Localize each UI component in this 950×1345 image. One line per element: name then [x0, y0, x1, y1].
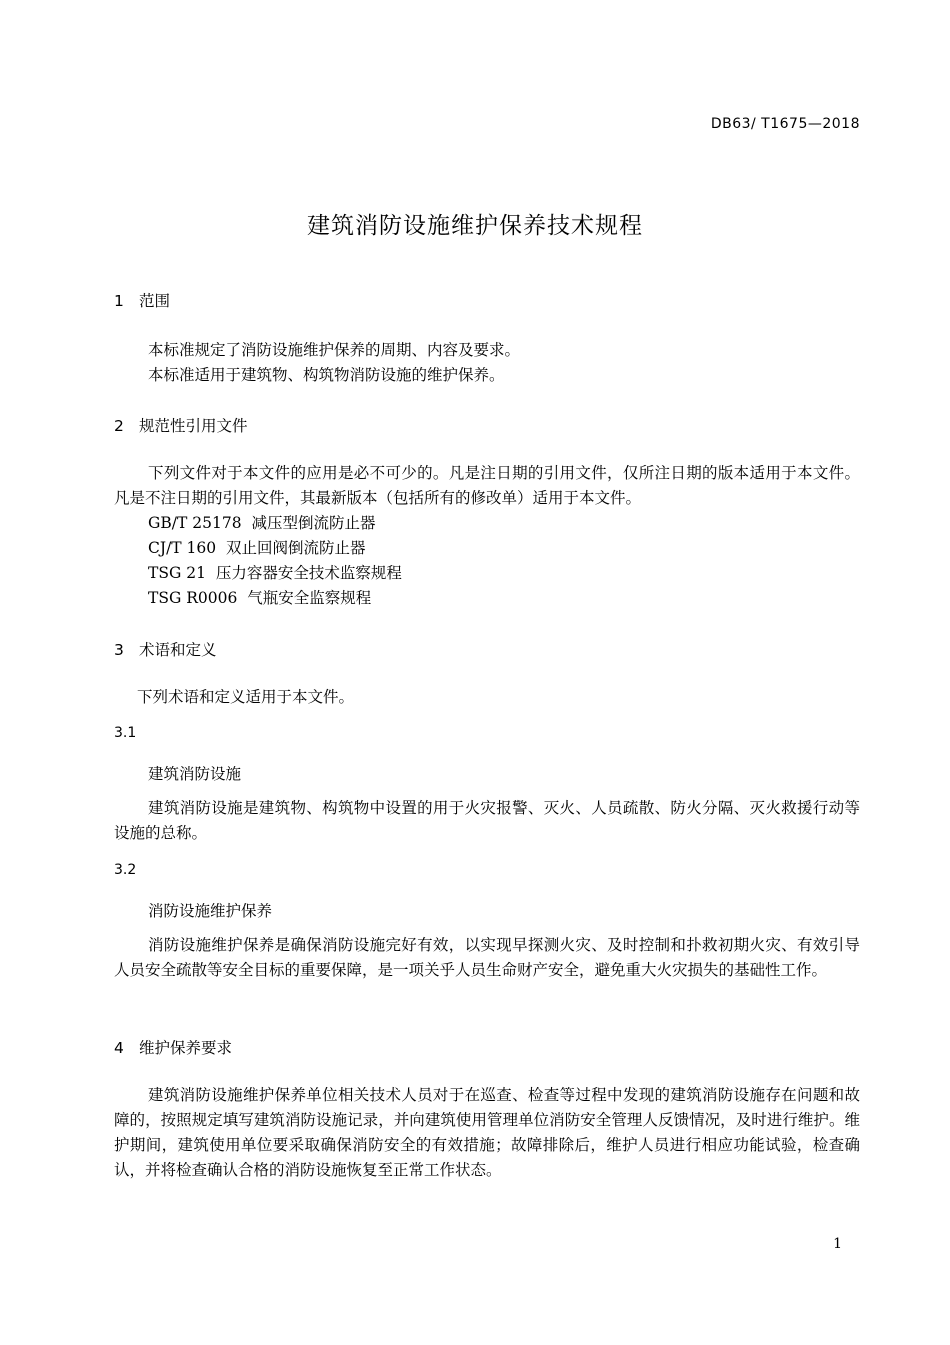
- section-number: 3: [114, 641, 124, 659]
- section-title: 范围: [139, 292, 171, 310]
- reference-title: 气瓶安全监察规程: [247, 589, 372, 607]
- term-definition: 建筑消防设施是建筑物、构筑物中设置的用于火灾报警、灭火、人员疏散、防火分隔、灭火救援行动等设施的总称。: [114, 799, 860, 842]
- section-heading-scope: [114, 289, 170, 311]
- reference-title: 压力容器安全技术监察规程: [215, 564, 402, 582]
- references-intro-paragraph: 下列文件对于本文件的应用是必不可少的。凡是注日期的引用文件，仅所注日期的版本适用于本文件。凡是不注日期的引用文件，其最新版本（包括所有的修改单）适用于本文件。: [114, 464, 860, 507]
- scope-paragraph-2: 本标准适用于建筑物、构筑物消防设施的维护保养。: [148, 366, 505, 384]
- section-heading-maintenance-requirements: [114, 1036, 232, 1058]
- terms-intro-paragraph: 下列术语和定义适用于本文件。: [137, 688, 355, 706]
- section-title: 维护保养要求: [139, 1039, 233, 1057]
- page-number: 1: [833, 1236, 842, 1252]
- reference-title: 减压型倒流防止器: [251, 514, 376, 532]
- reference-code: GB/T 25178: [148, 514, 242, 532]
- section-heading-normative-references: [114, 414, 248, 436]
- clause-number: 3.2: [114, 862, 137, 878]
- term-heading: 建筑消防设施: [148, 765, 242, 783]
- term-definition: 消防设施维护保养是确保消防设施完好有效，以实现早探测火灾、及时控制和扑救初期火灾、有效引导人员安全疏散等安全目标的重要保障，是一项关乎人员生命财产安全，避免重大火灾损失的基础性工作。: [114, 936, 860, 979]
- reference-item: [148, 561, 402, 583]
- reference-item: [148, 511, 375, 533]
- section-number: 1: [114, 292, 124, 310]
- reference-code: TSG R0006: [148, 589, 238, 607]
- section-number: 4: [114, 1039, 124, 1057]
- clause-number: 3.1: [114, 725, 137, 741]
- reference-code: CJ/T 160: [148, 539, 217, 557]
- section-title: 规范性引用文件: [139, 417, 248, 435]
- section-number: 2: [114, 417, 124, 435]
- section-title: 术语和定义: [139, 641, 217, 659]
- scope-paragraph-1: 本标准规定了消防设施维护保养的周期、内容及要求。: [148, 341, 521, 359]
- document-title: 建筑消防设施维护保养技术规程: [307, 213, 643, 239]
- reference-code: TSG 21: [148, 564, 206, 582]
- section-heading-terms: [114, 638, 217, 660]
- maintenance-paragraph: 建筑消防设施维护保养单位相关技术人员对于在巡查、检查等过程中发现的建筑消防设施存在问题和故障的，按照规定填写建筑消防设施记录，并向建筑使用管理单位消防安全管理人反馈情况，及时进行维护。维护期间，建筑使用单位要采取确保消防安全的有效措施；故障排除后，维护人员进行相应功能试验，检查确认，并将检查确认合格的消防设施恢复至正常工作状态。: [114, 1086, 860, 1179]
- document-code: DB63/ T1675—2018: [710, 116, 860, 132]
- reference-item: [148, 536, 366, 558]
- reference-title: 双止回阀倒流防止器: [226, 539, 366, 557]
- reference-item: [148, 586, 371, 608]
- term-heading: 消防设施维护保养: [148, 902, 273, 920]
